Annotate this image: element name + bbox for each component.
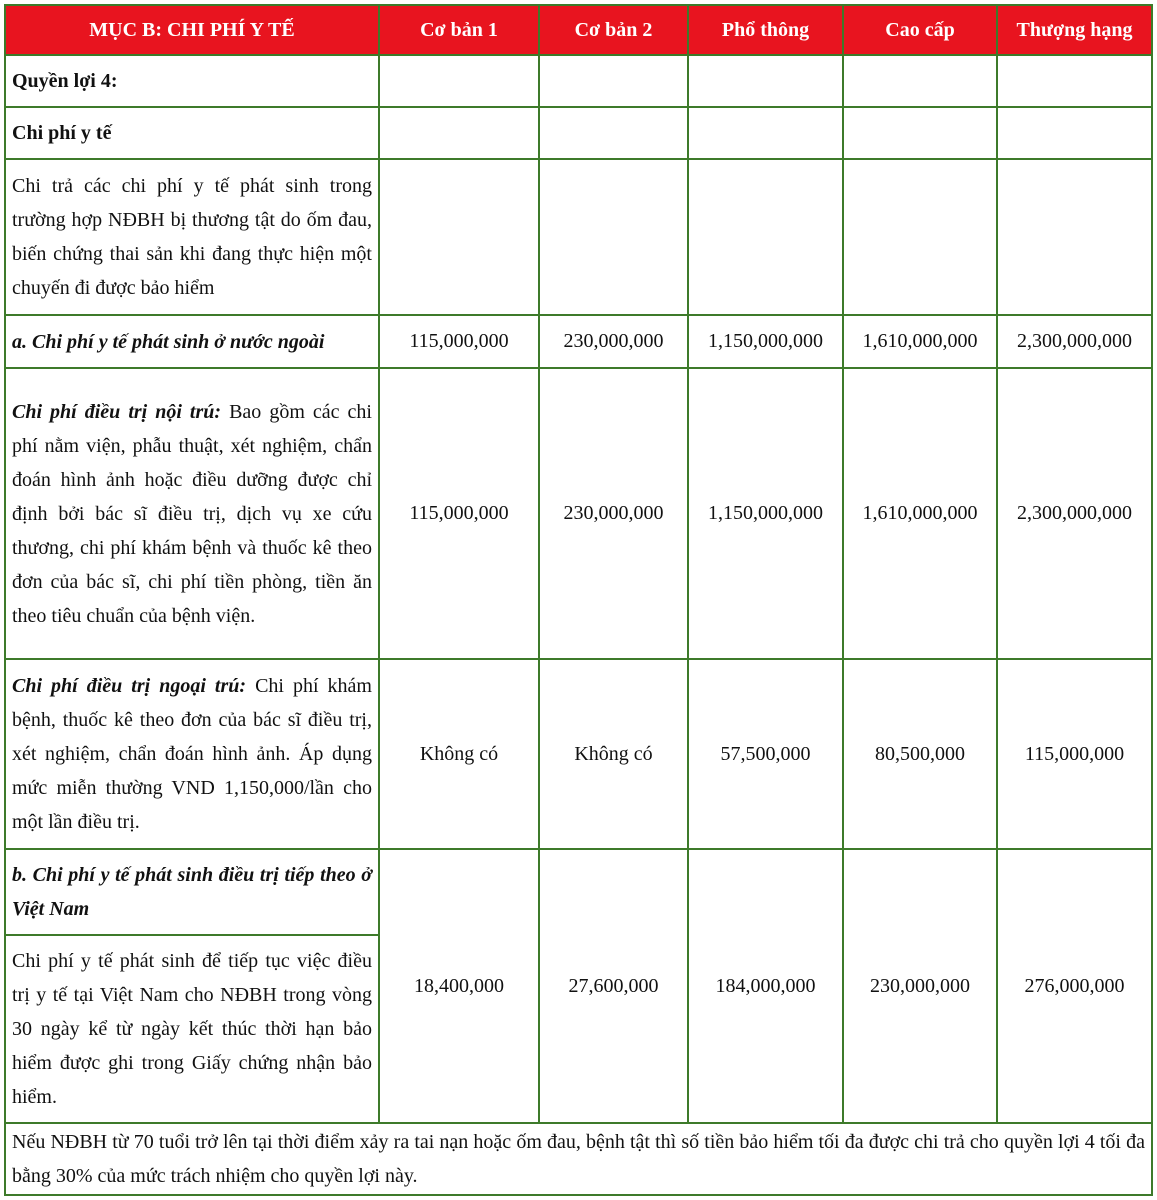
table-row xyxy=(5,159,1152,315)
table-row xyxy=(5,315,1152,368)
inpatient-label xyxy=(5,368,379,659)
abroad-value-co-ban-2: 230,000,000 xyxy=(539,315,688,368)
abroad-value-pho-thong: 1,150,000,000 xyxy=(688,315,843,368)
vietnam-value-pho-thong: 184,000,000 xyxy=(688,849,843,1123)
abroad-value-thuong-hang: 2,300,000,000 xyxy=(997,315,1152,368)
outpatient-value-co-ban-1: Không có xyxy=(379,659,539,849)
inpatient-value-co-ban-1: 115,000,000 xyxy=(379,368,539,659)
plan-header-thuong-hang: Thượng hạng xyxy=(997,5,1152,55)
plan-header-pho-thong: Phổ thông xyxy=(688,5,843,55)
vietnam-value-co-ban-2: 27,600,000 xyxy=(539,849,688,1123)
inpatient-value-pho-thong: 1,150,000,000 xyxy=(688,368,843,659)
plan-header-cao-cap: Cao cấp xyxy=(843,5,997,55)
inpatient-title: Chi phí điều trị nội trú: xyxy=(12,400,222,423)
vietnam-value-cao-cap: 230,000,000 xyxy=(843,849,997,1123)
benefit-label: Quyền lợi 4: xyxy=(5,55,379,107)
abroad-expense-label: a. Chi phí y tế phát sinh ở nước ngoài xyxy=(5,315,379,368)
vietnam-followup-description: Chi phí y tế phát sinh để tiếp tục việc điều trị y tế tại Việt Nam cho NĐBH trong vòng 30 ngày kể từ ngày kết thúc thời hạn bảo hiểm được ghi trong Giấy chứng nhận bảo hiểm. xyxy=(5,935,379,1123)
vietnam-followup-label: b. Chi phí y tế phát sinh điều trị tiếp theo ở Việt Nam xyxy=(5,849,379,935)
table-row xyxy=(5,849,1152,935)
table-row xyxy=(5,107,1152,159)
abroad-value-co-ban-1: 115,000,000 xyxy=(379,315,539,368)
medical-expense-description: Chi trả các chi phí y tế phát sinh trong trường hợp NĐBH bị thương tật do ốm đau, biến chứng thai sản khi đang thực hiện một chuyến đi được bảo hiểm xyxy=(5,159,379,315)
table-row xyxy=(5,368,1152,659)
inpatient-text: Bao gồm các chi phí nằm viện, phẫu thuật, xét nghiệm, chẩn đoán hình ảnh hoặc điều dưỡng được chỉ định bởi bác sĩ điều trị, dịch vụ xe cứu thương, chi phí khám bệnh và thuốc kê theo đơn của bác sĩ, chi phí tiền phòng, tiền ăn theo tiêu chuẩn của bệnh viện. xyxy=(12,400,372,627)
outpatient-value-pho-thong: 57,500,000 xyxy=(688,659,843,849)
outpatient-title: Chi phí điều trị ngoại trú: xyxy=(12,675,247,697)
outpatient-value-co-ban-2: Không có xyxy=(539,659,688,849)
inpatient-value-co-ban-2: 230,000,000 xyxy=(539,368,688,659)
vietnam-value-co-ban-1: 18,400,000 xyxy=(379,849,539,1123)
outpatient-label xyxy=(5,659,379,849)
table-row xyxy=(5,1123,1152,1195)
outpatient-text: Chi phí khám bệnh, thuốc kê theo đơn của bác sĩ điều trị, xét nghiệm, chẩn đoán hình ảnh. Áp dụng mức miễn thường VND 1,150,000/lần cho một lần điều trị. xyxy=(12,675,372,833)
plan-header-co-ban-2: Cơ bản 2 xyxy=(539,5,688,55)
inpatient-value-cao-cap: 1,610,000,000 xyxy=(843,368,997,659)
table-row xyxy=(5,659,1152,849)
abroad-value-cao-cap: 1,610,000,000 xyxy=(843,315,997,368)
medical-expense-heading: Chi phí y tế xyxy=(5,107,379,159)
section-title: MỤC B: CHI PHÍ Y TẾ xyxy=(5,5,379,55)
outpatient-value-thuong-hang: 115,000,000 xyxy=(997,659,1152,849)
header-row xyxy=(5,5,1152,55)
vietnam-value-thuong-hang: 276,000,000 xyxy=(997,849,1152,1123)
plan-header-co-ban-1: Cơ bản 1 xyxy=(379,5,539,55)
medical-expense-table xyxy=(4,4,1153,1196)
inpatient-value-thuong-hang: 2,300,000,000 xyxy=(997,368,1152,659)
table-row xyxy=(5,55,1152,107)
outpatient-value-cao-cap: 80,500,000 xyxy=(843,659,997,849)
age-limit-footnote: Nếu NĐBH từ 70 tuổi trở lên tại thời điểm xảy ra tai nạn hoặc ốm đau, bệnh tật thì số tiền bảo hiểm tối đa được chi trả cho quyền lợi 4 tối đa bằng 30% của mức trách nhiệm cho quyền lợi này. xyxy=(5,1123,1152,1195)
